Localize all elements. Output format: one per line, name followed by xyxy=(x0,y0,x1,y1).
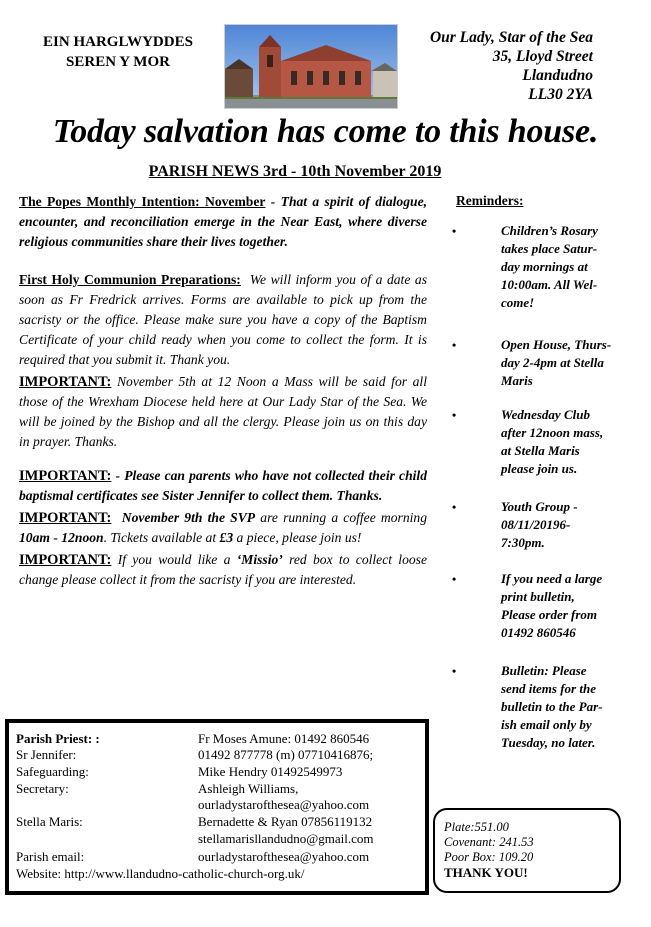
welsh-title xyxy=(18,32,218,72)
important-text-2: - Please can parents who have not collected their child baptismal certificates see Sister Jennifer to collect them. Thanks. xyxy=(19,468,427,503)
street-address: 35, Lloyd Street xyxy=(492,48,593,65)
missio-text-1: If you would like a xyxy=(117,552,237,567)
reminder-line: 10:00am. All Wel- xyxy=(501,277,598,292)
church-photo xyxy=(224,24,398,109)
parish-news-title: PARISH NEWS 3rd - 10th November 2019 xyxy=(148,163,442,180)
important-notice-1 xyxy=(19,372,427,452)
church-illustration xyxy=(225,25,397,108)
reminder-line: 01492 860546 xyxy=(501,625,576,640)
communion-label: First Holy Communion Preparations: xyxy=(19,272,241,287)
covenant-amount: Covenant: 241.53 xyxy=(444,835,534,849)
reminder-line: ish email only by xyxy=(501,717,592,732)
important-label-1: IMPORTANT: xyxy=(19,374,112,390)
reminder-line: print bulletin, xyxy=(501,589,575,604)
reminder-line: Wednesday Club xyxy=(501,407,590,422)
reminder-line: Please order from xyxy=(501,607,598,622)
missio-box-name: ‘Missio’ xyxy=(236,552,283,567)
important-notice-4 xyxy=(19,550,427,590)
important-notice-2 xyxy=(19,466,427,506)
reminders-title: Reminders: xyxy=(456,193,524,208)
welsh-title-line-2: SEREN Y MOR xyxy=(66,54,170,70)
church-name: Our Lady, Star of the Sea xyxy=(429,29,593,46)
communion-text: We will inform you of a date as soon as Fr Fredrick arrives. Forms are available to pick up from the sacristy or the office. Please make sure you have a copy of the Baptism Certificate of your child ready when you come to collect the form. It is required that you submit it. Thank you. xyxy=(19,272,427,367)
sister-jennifer-phone: 01492 877778 (m) 07710416876; xyxy=(198,747,374,762)
reminder-line: at Stella Maris xyxy=(501,443,580,458)
parish-email-label: Parish email: xyxy=(16,849,85,864)
reminder-line: please join us. xyxy=(501,461,578,476)
reminder-line: day mornings at xyxy=(501,259,588,274)
postcode: LL30 2YA xyxy=(528,86,593,103)
reminder-text xyxy=(501,662,631,752)
popes-intention-label: The Popes Monthly Intention: November xyxy=(19,194,266,209)
svp-time: 10am - 12noon xyxy=(19,530,104,545)
reminder-line: Tuesday, no later. xyxy=(501,735,596,750)
stella-maris-label: Stella Maris: xyxy=(16,814,83,829)
safeguarding-label: Safeguarding: xyxy=(16,764,89,779)
missio-text-2: red box to collect loose change please collect it from the sacristy if you are interested. xyxy=(19,552,428,587)
secretary-email[interactable]: ourladystarofthesea@yahoo.com xyxy=(198,797,370,812)
svp-date: November 9th the SVP xyxy=(121,510,256,525)
important-label-4: IMPORTANT: xyxy=(19,552,112,568)
reminder-line: come! xyxy=(501,295,535,310)
important-label-3: IMPORTANT: xyxy=(19,510,112,526)
news-column xyxy=(19,190,427,590)
reminder-line: If you need a large xyxy=(501,571,603,586)
svp-price: £3 xyxy=(219,530,234,545)
safeguarding-value: Mike Hendry 01492549973 xyxy=(198,764,343,779)
stella-maris-email[interactable]: stellamarisllandudno@gmail.com xyxy=(198,831,374,846)
reminder-line: Open House, Thurs- xyxy=(501,337,612,352)
reminder-line: Maris xyxy=(501,373,533,388)
reminder-line: Bulletin: Please xyxy=(501,663,587,678)
parish-priest-label: Parish Priest: : xyxy=(16,731,100,746)
popes-intention-sep: - xyxy=(265,194,281,209)
important-notice-3 xyxy=(19,508,427,548)
important-label-2: IMPORTANT: xyxy=(19,468,112,484)
plate-amount: Plate:551.00 xyxy=(444,820,509,834)
reminder-text xyxy=(501,498,631,552)
poor-box-amount: Poor Box: 109.20 xyxy=(444,850,534,864)
stella-maris-contact: Bernadette & Ryan 07856119132 xyxy=(198,814,373,829)
thank-you-text: THANK YOU! xyxy=(444,865,528,880)
reminder-text xyxy=(501,406,631,478)
bullet-icon: • xyxy=(452,338,457,352)
parish-email-value[interactable]: ourladystarofthesea@yahoo.com xyxy=(198,849,370,864)
reminder-line: send items for the xyxy=(501,681,596,696)
secretary-name: Ashleigh Williams, xyxy=(198,781,299,796)
svp-text-2: . Tickets available at xyxy=(103,530,220,545)
bullet-icon: • xyxy=(452,664,457,678)
town: Llandudno xyxy=(522,67,593,84)
reminder-text xyxy=(501,222,631,312)
reminder-line: Children’s Rosary xyxy=(501,223,598,238)
communion-notice xyxy=(19,270,427,370)
reminder-line: Youth Group - xyxy=(501,499,578,514)
popes-intention-text: That a spirit of dialogue, encounter, and reconciliation emerge in the Near East, where diverse religious communities share their lives together. xyxy=(19,194,428,249)
svp-text-3: a piece, please join us! xyxy=(233,530,362,545)
headline: Today salvation has come to this house. xyxy=(52,113,599,150)
reminder-line: 7:30pm. xyxy=(501,535,545,550)
parish-priest-value: Fr Moses Amune: 01492 860546 xyxy=(198,731,370,746)
website-link[interactable]: Website: http://www.llandudno-catholic-church-org.uk/ xyxy=(16,866,305,881)
sister-jennifer-label: Sr Jennifer: xyxy=(16,747,77,762)
welsh-title-line-1: EIN HARGLWYDDES xyxy=(43,34,193,50)
church-address xyxy=(393,28,593,104)
reminder-line: bulletin to the Par- xyxy=(501,699,603,714)
bullet-icon: • xyxy=(452,224,457,238)
reminder-line: after 12noon mass, xyxy=(501,425,604,440)
collection-box xyxy=(433,808,621,893)
contact-box xyxy=(5,719,429,895)
reminder-line: takes place Satur- xyxy=(501,241,598,256)
popes-intention xyxy=(19,192,427,252)
svp-text-1: are running a coffee morning xyxy=(255,510,427,525)
bullet-icon: • xyxy=(452,408,457,422)
secretary-label: Secretary: xyxy=(16,781,69,796)
important-text-1: November 5th at 12 Noon a Mass will be said for all those of the Wrexham Diocese held here at Our Lady Star of the Sea. We will be joined by the Bishop and all the clergy. Please join us on this day in prayer. Thanks. xyxy=(19,374,427,449)
reminder-text xyxy=(501,336,631,390)
bullet-icon: • xyxy=(452,572,457,586)
reminder-text xyxy=(501,570,631,642)
reminder-line: 08/11/20196- xyxy=(501,517,571,532)
bullet-icon: • xyxy=(452,500,457,514)
reminder-line: day 2-4pm at Stella xyxy=(501,355,604,370)
